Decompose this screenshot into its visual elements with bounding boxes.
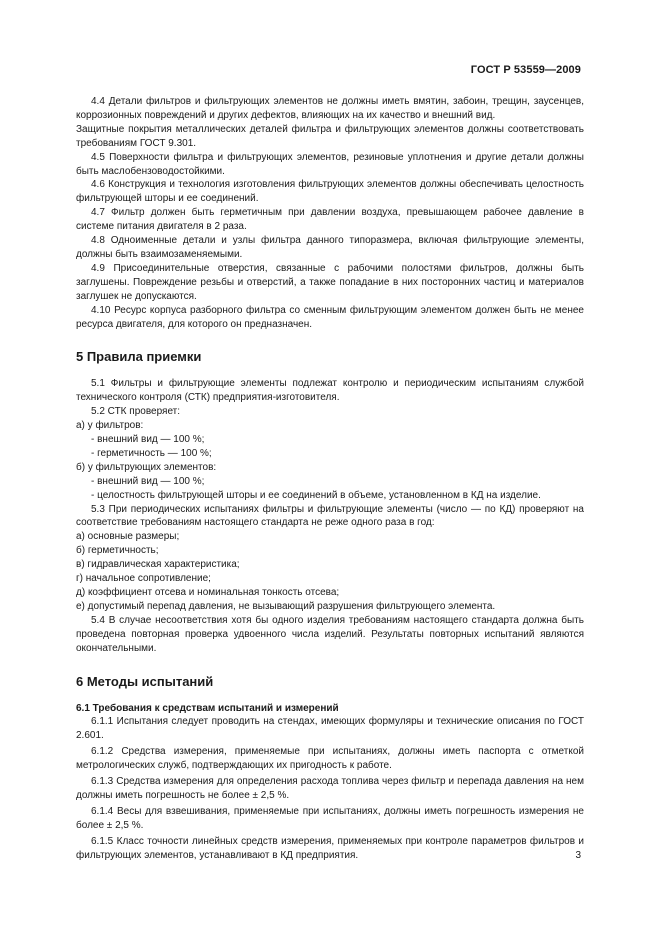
document-header-id: ГОСТ Р 53559—2009 (470, 64, 581, 76)
list-item: г) начальное сопротивление; (76, 573, 211, 585)
clause-6-1-2: 6.1.2 Средства измерения, применяемые при испытаниях, должны иметь паспорта с отметкой метрологических служб, подтверждающих их пригодность к работе. (76, 746, 584, 772)
section-6-heading: 6 Методы испытаний (76, 673, 214, 689)
list-subitem-tightness: - герметичность — 100 %; (91, 447, 212, 459)
list-item: е) допустимый перепад давления, не вызывающий разрушения фильтрующего элемента. (76, 600, 496, 612)
clause-5-3: 5.3 При периодических испытаниях фильтры и фильтрующие элементы (число — по КД) проверяют на соответствие требованиям настоящего стандарта не реже одного раза в год: (76, 503, 584, 529)
clause-4-7: 4.7 Фильтр должен быть герметичным при давлении воздуха, превышающем рабочее давление в системе питания двигателя в 2 раза. (76, 207, 584, 233)
clause-6-1-3: 6.1.3 Средства измерения для определения расхода топлива через фильтр и перепада давления на нем должны иметь погрешность не более ± 2,5 %. (76, 776, 584, 801)
clause-6-1-4: 6.1.4 Весы для взвешивания, применяемые при испытаниях, должны иметь погрешность измерения не более ± 2,5 %. (76, 805, 584, 831)
list-subitem-appearance: - внешний вид — 100 %; (91, 475, 205, 487)
page-number: 3 (575, 850, 581, 861)
clause-4-10: 4.10 Ресурс корпуса разборного фильтра со сменным фильтрующим элементом должен быть не менее ресурса двигателя, для которого он предназначен. (76, 304, 584, 330)
list-item: б) герметичность; (76, 545, 159, 557)
clause-4-5: 4.5 Поверхности фильтра и фильтрующих элементов, резиновые уплотнения и другие детали должны быть маслобензоводостойкими. (76, 151, 584, 177)
clause-4-8: 4.8 Одноименные детали и узлы фильтра данного типоразмера, включая фильтрующие элементы, должны быть взаимозаменяемыми. (76, 235, 584, 260)
clause-5-1: 5.1 Фильтры и фильтрующие элементы подлежат контролю и периодическим испытаниям службой технического контроля (СТК) предприятия-изготовителя. (76, 378, 584, 404)
clause-4-4-text: 4.4 Детали фильтров и фильтрующих элементов не должны иметь вмятин, забоин, трещин, заусенцев, коррозионных повреждений и других дефектов, влияющих на их качество и внешний вид. (76, 96, 584, 121)
list-item: а) основные размеры; (76, 531, 180, 543)
list-item-filters: а) у фильтров: (76, 420, 144, 432)
clause-6-1-5: 6.1.5 Класс точности линейных средств измерения, применяемых при контроле параметров фильтров и фильтрующих элементов, устанавливают в КД предприятия. (76, 835, 584, 861)
clause-4-9: 4.9 Присоединительные отверстия, связанные с рабочими полостями фильтров, должны быть заглушены. Повреждение резьбы и отверстий, а также попадание в них посторонних частиц и материалов заглушек не допускаются. (76, 262, 584, 302)
subsection-6-1-heading: 6.1 Требования к средствам испытаний и измерений (76, 702, 339, 714)
document-body (76, 95, 584, 863)
list-item: в) гидравлическая характеристика; (76, 559, 240, 571)
list-item: д) коэффициент отсева и номинальная тонкость отсева; (76, 587, 340, 598)
list-subitem-appearance: - внешний вид — 100 %; (91, 434, 205, 446)
list-subitem-curtain-integrity: - целостность фильтрующей шторы и ее соединений в объеме, установленном в КД на изделие. (91, 489, 541, 501)
section-5-heading: 5 Правила приемки (76, 349, 202, 365)
clause-4-6: 4.6 Конструкция и технология изготовления фильтрующих элементов должны обеспечивать целостность фильтрующей шторы и ее соединений. (76, 179, 584, 205)
list-item-filter-elements: б) у фильтрующих элементов: (76, 461, 217, 473)
clause-5-4: 5.4 В случае несоответствия хотя бы одного изделия требованиям настоящего стандарта должна быть проведена повторная проверка удвоенного числа изделий. Результаты повторных испытаний являются окончательными. (76, 614, 584, 654)
clause-6-1-1: 6.1.1 Испытания следует проводить на стендах, имеющих формуляры и технические описания по ГОСТ 2.601. (76, 716, 584, 742)
clause-4-4-continuation: Защитные покрытия металлических деталей фильтра и фильтрующих элементов должны соответствовать требованиям ГОСТ 9.301. (76, 123, 584, 149)
clause-5-2: 5.2 СТК проверяет: (91, 406, 181, 418)
